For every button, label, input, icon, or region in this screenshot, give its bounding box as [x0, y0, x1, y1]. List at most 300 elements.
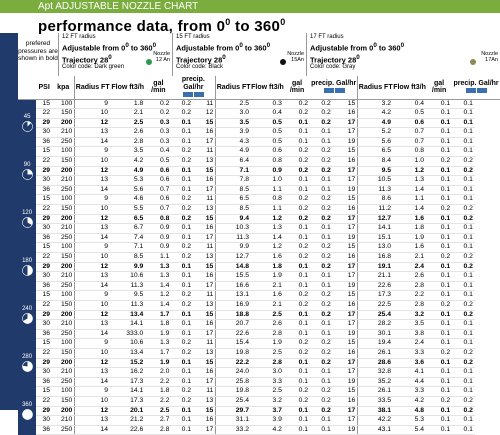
table-cell: 11 [193, 387, 216, 397]
table-cell: 0.1 [426, 166, 452, 176]
table-cell: 0.2 [310, 147, 333, 157]
table-cell: 1.9 [145, 329, 171, 339]
table-cell: 0.2 [284, 214, 310, 224]
table-cell: 0.1 [452, 329, 475, 339]
table-cell: 0.1 [426, 224, 452, 234]
table-cell: 0.2 [452, 166, 475, 176]
table-cell: 250 [52, 185, 75, 195]
table-cell: 0.6 [393, 118, 426, 128]
trajectory-text: Trajectory $28^0$ [176, 53, 226, 64]
table-cell: 0.2 [310, 339, 333, 349]
table-cell: 29 [36, 214, 52, 224]
table-cell: 0.6 [145, 195, 171, 205]
table-cell: 200 [52, 310, 75, 320]
table-cell: 9.5 [358, 166, 393, 176]
table-cell: 15 [333, 99, 358, 109]
table-cell: 5.3 [393, 416, 426, 426]
table-cell: 250 [52, 137, 75, 147]
table-cell: 0.8 [393, 147, 426, 157]
table-cell: 0.2 [310, 262, 333, 272]
table-cell: 0.2 [310, 166, 333, 176]
table-cell: 2.8 [110, 137, 145, 147]
arc-pattern-icon [22, 265, 33, 276]
angle-cell [18, 339, 36, 387]
table-cell: 15.2 [110, 358, 145, 368]
table-cell: 0.5 [145, 157, 171, 167]
table-cell: 100 [52, 243, 75, 253]
table-cell: 0.7 [145, 205, 171, 215]
table-cell: 8.5 [216, 185, 251, 195]
table-cell: 0.2 [171, 339, 193, 349]
table-cell: 13 [75, 368, 110, 378]
table-cell: 2.5 [110, 118, 145, 128]
color-code-text: Color code: Dark green [62, 64, 125, 70]
table-cell: 0.1 [310, 320, 333, 330]
table-cell: 1.2 [145, 291, 171, 301]
table-cell: 0.1 [426, 99, 452, 109]
arc-pattern-icon [22, 313, 33, 324]
table-cell: 4.1 [393, 368, 426, 378]
table-row [18, 416, 500, 426]
table-cell: 22.5 [358, 300, 393, 310]
table-cell: 1.6 [251, 291, 284, 301]
table-cell: 12.7 [358, 214, 393, 224]
table-cell: 1.3 [145, 339, 171, 349]
table-cell: 2.7 [145, 416, 171, 426]
table-cell: 3.8 [393, 329, 426, 339]
table-cell: 8.5 [110, 253, 145, 263]
table-cell: 0.1 [452, 291, 475, 301]
table-cell: 0.2 [310, 253, 333, 263]
table-cell: 5.3 [110, 176, 145, 186]
table-cell: 1.1 [251, 205, 284, 215]
table-cell: 4.2 [110, 157, 145, 167]
table-cell: 0.7 [393, 128, 426, 138]
nozzle-label: Nozzle 12 An [153, 51, 170, 63]
table-cell: 17 [193, 137, 216, 147]
table-cell: 30.1 [358, 329, 393, 339]
table-cell: 10 [75, 396, 110, 406]
table-cell: 0.2 [310, 109, 333, 119]
table-cell: 0.2 [310, 214, 333, 224]
table-cell: 1.2 [251, 243, 284, 253]
table-cell: 1.1 [393, 195, 426, 205]
table-cell: 0.1 [310, 128, 333, 138]
table-cell: 22.2 [216, 358, 251, 368]
title-bar [0, 0, 500, 13]
table-cell: 25.4 [216, 396, 251, 406]
table-cell: 0.1 [426, 291, 452, 301]
table-cell: 0.1 [452, 118, 475, 128]
table-cell: 12.7 [216, 253, 251, 263]
table-row [18, 137, 500, 147]
table-cell: 11 [193, 195, 216, 205]
table-cell: 11.2 [358, 205, 393, 215]
table-cell: 17 [333, 176, 358, 186]
table-cell: 0.1 [452, 272, 475, 282]
table-cell: 4.9 [110, 166, 145, 176]
table-cell: 12 [75, 118, 110, 128]
table-cell: 20.1 [110, 406, 145, 416]
table-cell: 0.1 [426, 109, 452, 119]
table-cell: 19.8 [216, 348, 251, 358]
table-cell: 0.1 [426, 137, 452, 147]
table-cell: 100 [52, 147, 75, 157]
table-cell: 1.4 [145, 300, 171, 310]
table-cell: 333.0 [110, 329, 145, 339]
table-cell: 17 [333, 272, 358, 282]
table-cell: 7.1 [216, 166, 251, 176]
table-cell: 26.1 [358, 348, 393, 358]
table-cell: 2.1 [393, 253, 426, 263]
nozzle-label: Nozzle 17An [481, 51, 498, 63]
table-row [18, 358, 500, 368]
table-cell: 0.2 [310, 396, 333, 406]
table-cell: 30 [36, 128, 52, 138]
table-cell: 0.2 [171, 195, 193, 205]
table-cell: 0.1 [284, 224, 310, 234]
table-cell: 0.1 [171, 166, 193, 176]
table-cell: 1.7 [145, 310, 171, 320]
table-cell: 0.2 [452, 406, 475, 416]
table-cell: 13 [193, 348, 216, 358]
table-cell: 0.5 [251, 128, 284, 138]
table-cell: 0.1 [310, 368, 333, 378]
table-cell: 0.2 [284, 147, 310, 157]
table-cell: 0.1 [452, 224, 475, 234]
table-cell: 19.8 [216, 387, 251, 397]
table-cell: 36 [36, 281, 52, 291]
table-cell: 3.0 [216, 109, 251, 119]
table-cell: 100 [52, 291, 75, 301]
table-cell: 1.6 [393, 214, 426, 224]
table-cell: 0.2 [452, 157, 475, 167]
table-cell: 200 [52, 358, 75, 368]
table-cell: 0.1 [284, 358, 310, 368]
table-cell: 30 [36, 320, 52, 330]
table-cell: 9 [75, 195, 110, 205]
table-cell: 0.6 [145, 176, 171, 186]
table-cell: 0.2 [452, 262, 475, 272]
table-cell: 17 [193, 281, 216, 291]
table-row [18, 195, 500, 205]
table-cell: 0.2 [284, 348, 310, 358]
table-cell: 0.2 [310, 157, 333, 167]
table-cell: 0.2 [284, 99, 310, 109]
table-cell: 11.3 [110, 281, 145, 291]
table-cell: 2.2 [145, 396, 171, 406]
table-cell: 13 [193, 396, 216, 406]
table-cell: 0.2 [310, 99, 333, 109]
table-cell: 15 [333, 147, 358, 157]
table-cell: 1.9 [145, 358, 171, 368]
table-cell: 15 [333, 243, 358, 253]
table-cell: 3.3 [393, 387, 426, 397]
table-cell: 29 [36, 262, 52, 272]
table-cell: 10 [75, 157, 110, 167]
table-cell: 210 [52, 320, 75, 330]
table-body [18, 99, 500, 435]
table-cell: 16 [193, 320, 216, 330]
table-cell: 0.1 [284, 185, 310, 195]
nozzle-header-0 [58, 33, 172, 76]
table-cell: 0.1 [426, 185, 452, 195]
table-cell: 0.1 [426, 339, 452, 349]
angle-cell [18, 387, 36, 435]
table-cell: 16 [333, 396, 358, 406]
table-cell: 21.2 [110, 416, 145, 426]
table-cell: 0.2 [171, 99, 193, 109]
table-cell: 150 [52, 396, 75, 406]
table-cell: 22 [36, 300, 52, 310]
table-cell: 0.4 [251, 109, 284, 119]
table-cell: 14 [75, 185, 110, 195]
table-cell: 0.1 [284, 329, 310, 339]
nozzle-header-2 [306, 33, 500, 76]
table-cell: 12 [75, 406, 110, 416]
table-cell: 6.5 [358, 147, 393, 157]
table-cell: 9.9 [110, 262, 145, 272]
performance-table [18, 76, 500, 435]
table-cell: 15 [193, 118, 216, 128]
table-cell: 6.7 [110, 224, 145, 234]
table-cell: 150 [52, 300, 75, 310]
table-cell: 35.2 [358, 377, 393, 387]
table-cell: 0.2 [452, 253, 475, 263]
table-cell: 22 [36, 396, 52, 406]
table-cell: 17 [193, 329, 216, 339]
table-cell: 15 [36, 195, 52, 205]
table-cell: 19 [333, 137, 358, 147]
table-cell: 1.9 [393, 233, 426, 243]
table-row [18, 109, 500, 119]
table-cell: 29 [36, 310, 52, 320]
table-cell: 19 [333, 377, 358, 387]
triangle-icon [477, 88, 487, 93]
table-cell: 0.1 [310, 224, 333, 234]
table-cell: 15.4 [216, 339, 251, 349]
table-cell: 5.6 [110, 185, 145, 195]
table-cell: 12 [193, 109, 216, 119]
radius-header: Radius FT [358, 76, 393, 99]
table-cell: 13 [193, 253, 216, 263]
table-cell: 0.1 [284, 425, 310, 435]
table-cell: 2.8 [251, 358, 284, 368]
table-cell: 150 [52, 157, 75, 167]
table-cell: 4.8 [393, 406, 426, 416]
table-row [18, 147, 500, 157]
table-cell: 2.8 [251, 329, 284, 339]
table-cell: 11.3 [216, 233, 251, 243]
table-cell: 200 [52, 166, 75, 176]
table-cell: 1.6 [393, 243, 426, 253]
table-cell: 0.1 [452, 147, 475, 157]
table-cell: 2.5 [216, 99, 251, 109]
table-cell: 19 [333, 281, 358, 291]
table-row [18, 300, 500, 310]
table-cell: 0.2 [452, 396, 475, 406]
color-code-text: Color code: Gray [310, 64, 356, 70]
table-cell: 15 [333, 387, 358, 397]
table-cell: 0.2 [284, 291, 310, 301]
table-cell: 0.2 [310, 358, 333, 368]
table-cell: 15 [36, 387, 52, 397]
table-cell: 16 [193, 224, 216, 234]
table-cell: 0.2 [310, 205, 333, 215]
table-cell: 4.2 [358, 109, 393, 119]
table-cell: 0.1 [452, 99, 475, 109]
table-cell: 9 [75, 387, 110, 397]
table-cell: 22 [36, 348, 52, 358]
table-cell: 0.1 [171, 224, 193, 234]
table-cell: 17 [333, 166, 358, 176]
table-cell: 1.8 [251, 262, 284, 272]
table-cell: 0.2 [452, 300, 475, 310]
table-cell: 17 [333, 224, 358, 234]
table-cell: 15.5 [216, 272, 251, 282]
angle-label: 90 [23, 161, 31, 168]
flow-header: Flow ft3/h [393, 76, 426, 99]
table-cell: 16 [333, 300, 358, 310]
table-cell: 0.1 [171, 368, 193, 378]
table-cell: 100 [52, 387, 75, 397]
table-cell: 0.3 [251, 99, 284, 109]
table-cell: 0.1 [171, 425, 193, 435]
table-cell: 1.4 [145, 281, 171, 291]
table-cell: 3.5 [110, 147, 145, 157]
table-cell: 0.1 [171, 272, 193, 282]
table-cell: 0.3 [145, 118, 171, 128]
table-cell: 25.4 [358, 310, 393, 320]
table-cell: 2.8 [393, 300, 426, 310]
table-cell: 0.2 [171, 157, 193, 167]
table-cell: 1.1 [251, 185, 284, 195]
table-cell: 17 [333, 358, 358, 368]
table-cell: 17 [333, 368, 358, 378]
table-cell: 0.2 [284, 109, 310, 119]
table-row [18, 406, 500, 416]
table-cell: 14.1 [110, 320, 145, 330]
table-row [18, 262, 500, 272]
table-cell: 13 [75, 272, 110, 282]
table-cell: 200 [52, 118, 75, 128]
table-cell: 0.2 [145, 109, 171, 119]
precip-header: precip. Gal/hr [310, 76, 358, 99]
table-cell: 0.1 [171, 310, 193, 320]
radius-text: 17 FT radius [310, 34, 344, 40]
table-row [18, 387, 500, 397]
table-cell: 2.5 [251, 310, 284, 320]
table-cell: 15 [193, 310, 216, 320]
table-cell: 25.8 [216, 377, 251, 387]
table-row [18, 157, 500, 167]
table-cell: 14 [75, 329, 110, 339]
table-cell: 11 [193, 339, 216, 349]
table-cell: 0.1 [426, 176, 452, 186]
table-cell: 14 [75, 425, 110, 435]
table-cell: 22 [36, 157, 52, 167]
table-cell: 13.4 [110, 310, 145, 320]
table-cell: 24.0 [216, 368, 251, 378]
table-cell: 0.1 [171, 137, 193, 147]
table-cell: 0.1 [452, 195, 475, 205]
preferred-pressure-note: prefered pressures are shown in bold [18, 40, 58, 62]
table-cell: 0.1 [426, 406, 452, 416]
table-cell: 0.1 [284, 262, 310, 272]
table-cell: 2.2 [145, 377, 171, 387]
table-cell: 0.8 [251, 157, 284, 167]
table-cell: 0.1 [452, 243, 475, 253]
table-cell: 16 [333, 109, 358, 119]
table-cell: 16.2 [110, 368, 145, 378]
table-cell: 200 [52, 406, 75, 416]
table-cell: 0.1 [310, 377, 333, 387]
table-cell: 0.1 [426, 195, 452, 205]
table-cell: 16.8 [358, 253, 393, 263]
table-cell: 0.2 [310, 387, 333, 397]
table-cell: 1.2 [251, 214, 284, 224]
table-cell: 0.1 [310, 329, 333, 339]
table-cell: 4.2 [251, 425, 284, 435]
table-cell: 11 [193, 147, 216, 157]
table-cell: 0.2 [171, 205, 193, 215]
table-cell: 15 [333, 195, 358, 205]
table-cell: 6.5 [216, 195, 251, 205]
table-row [18, 176, 500, 186]
table-cell: 0.5 [251, 137, 284, 147]
table-cell: 10.5 [358, 176, 393, 186]
table-cell: 210 [52, 272, 75, 282]
square-icon [466, 88, 476, 93]
trajectory-text: Trajectory $28^0$ [62, 53, 112, 64]
table-cell: 12 [75, 310, 110, 320]
adjustable-text: Adjustable from $0^0$ to $360^0$ [176, 42, 271, 53]
table-cell: 1.2 [393, 166, 426, 176]
table-cell: 0.1 [284, 406, 310, 416]
table-cell: 9.9 [216, 243, 251, 253]
table-cell: 0.1 [310, 233, 333, 243]
table-cell: 15 [36, 243, 52, 253]
table-cell: 3.2 [251, 396, 284, 406]
table-cell: 0.1 [171, 329, 193, 339]
table-cell: 29 [36, 358, 52, 368]
table-cell: 10 [75, 300, 110, 310]
table-cell: 0.2 [284, 396, 310, 406]
table-cell: 1.0 [251, 176, 284, 186]
table-cell: 0.2 [171, 348, 193, 358]
table-cell: 1.6 [251, 253, 284, 263]
table-cell: 16 [193, 272, 216, 282]
table-cell: 17 [333, 214, 358, 224]
table-cell: 250 [52, 377, 75, 387]
table-cell: 15 [193, 214, 216, 224]
table-cell: 17 [333, 262, 358, 272]
table-row [18, 368, 500, 378]
table-cell: 30 [36, 224, 52, 234]
table-cell: 0.2 [310, 243, 333, 253]
table-cell: 0.1 [171, 185, 193, 195]
table-cell: 3.5 [216, 118, 251, 128]
table-cell: 19 [333, 185, 358, 195]
table-cell: 7.4 [110, 233, 145, 243]
table-cell: 0.1 [284, 281, 310, 291]
table-cell: 0.1 [426, 387, 452, 397]
table-cell: 0.1 [452, 281, 475, 291]
table-row [18, 425, 500, 435]
table-cell: 1.3 [145, 272, 171, 282]
table-cell: 0.2 [284, 195, 310, 205]
table-cell: 9 [75, 291, 110, 301]
